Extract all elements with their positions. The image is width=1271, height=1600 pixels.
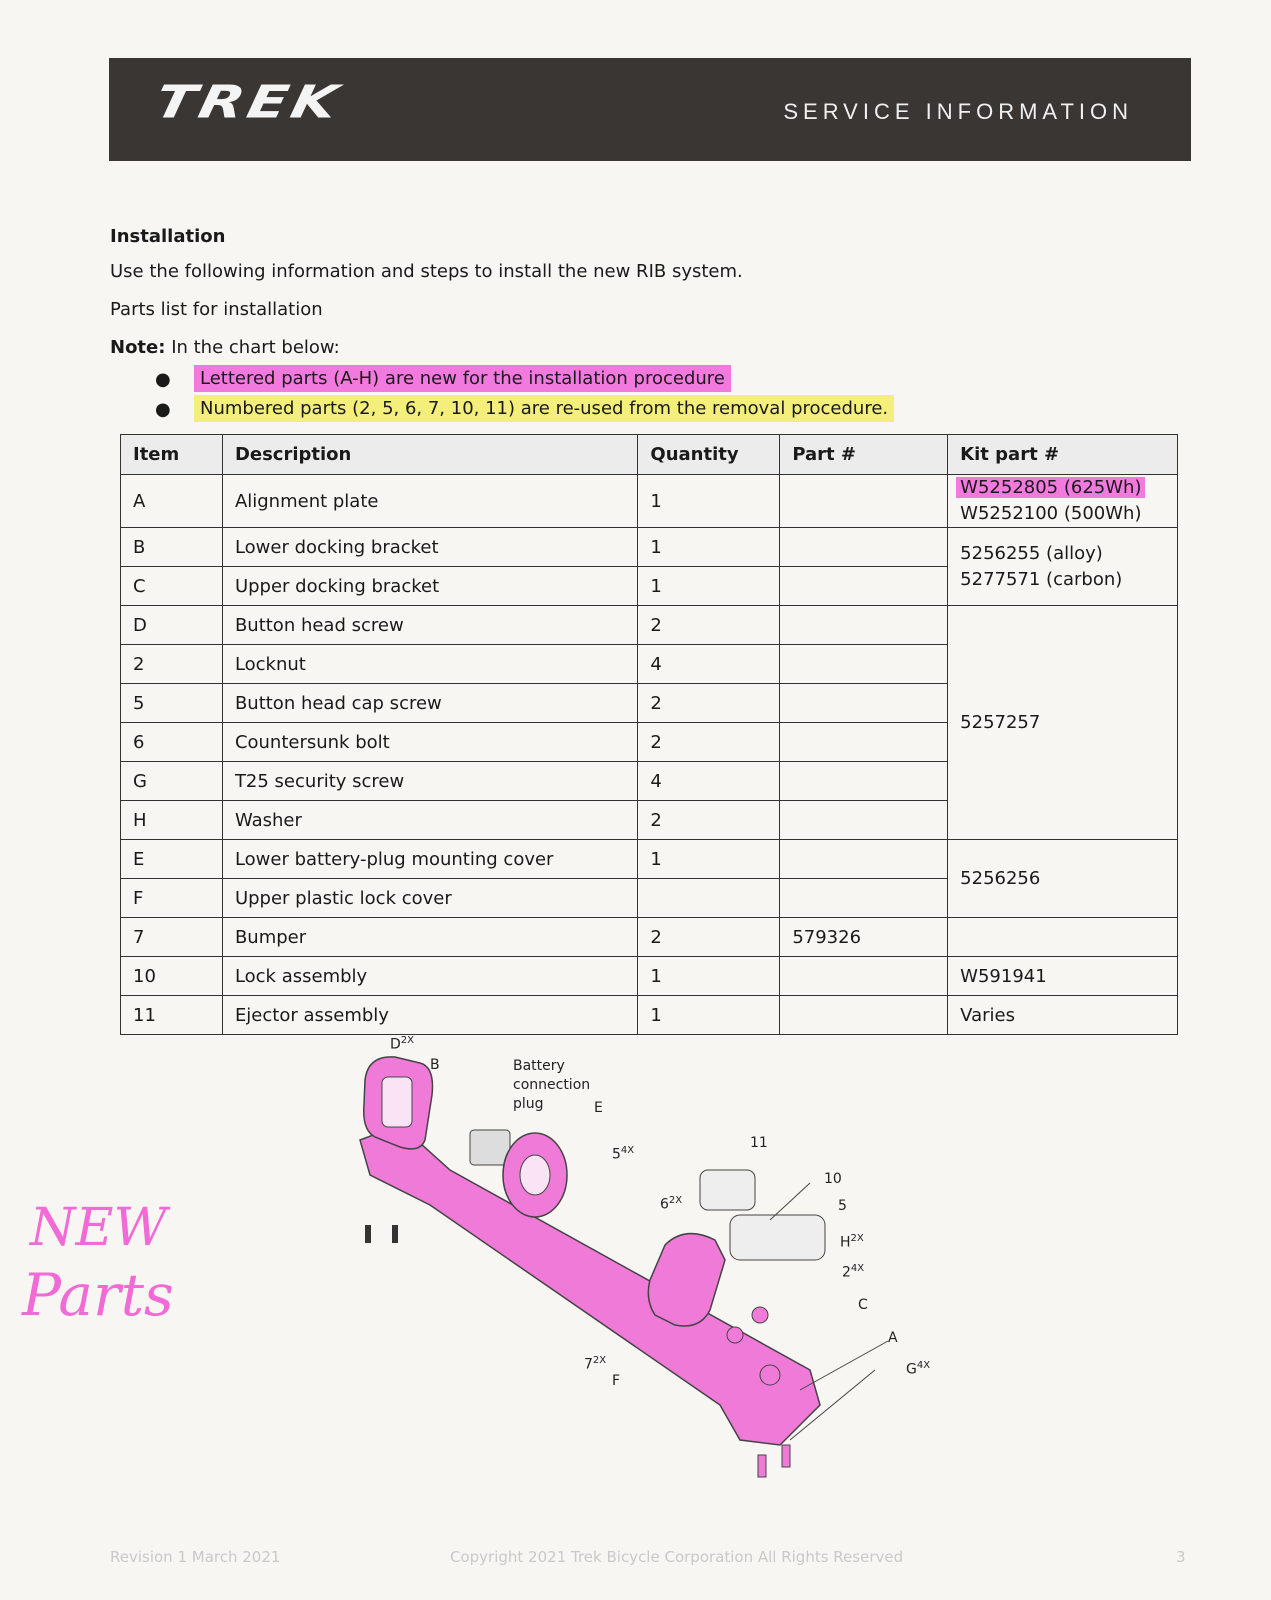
label-2 <box>842 1263 864 1281</box>
header-banner <box>109 58 1191 161</box>
label-5b: 5 <box>838 1198 847 1214</box>
item-cell: 6 <box>121 723 223 762</box>
part-cell <box>780 567 948 606</box>
table-row <box>121 528 1178 567</box>
label-11: 11 <box>750 1135 768 1151</box>
label-battery-line2: connection <box>513 1077 591 1093</box>
label-battery-plug <box>513 1057 590 1114</box>
description-cell: Lower battery-plug mounting cover <box>222 840 637 879</box>
quantity-cell: 2 <box>638 723 780 762</box>
washer-shape <box>752 1307 768 1323</box>
exploded-parts-diagram <box>340 1035 960 1525</box>
label-6 <box>660 1195 682 1213</box>
part-cell <box>780 957 948 996</box>
kit-part-cell: 5256256 <box>948 840 1178 918</box>
part-cell <box>780 996 948 1035</box>
note-line <box>110 337 340 358</box>
label-6-mult: 2X <box>668 1195 683 1206</box>
label-10: 10 <box>824 1171 842 1187</box>
installation-heading: Installation <box>110 226 226 247</box>
description-cell: Washer <box>222 801 637 840</box>
description-cell: Bumper <box>222 918 637 957</box>
part-cell <box>780 840 948 879</box>
description-cell: Button head screw <box>222 606 637 645</box>
handwritten-annotation <box>20 1190 220 1340</box>
label-g-text: G <box>906 1361 917 1378</box>
description-cell: Upper docking bracket <box>222 567 637 606</box>
label-h-mult: 2X <box>850 1233 864 1244</box>
table-row <box>121 840 1178 879</box>
label-battery-line1: Battery <box>513 1058 565 1074</box>
ejector-assembly-shape <box>700 1170 755 1210</box>
label-h <box>840 1233 864 1251</box>
screw-shape <box>392 1225 398 1243</box>
item-cell: C <box>121 567 223 606</box>
part-cell <box>780 801 948 840</box>
label-5 <box>612 1145 634 1163</box>
footer-page-number: 3 <box>1176 1548 1186 1566</box>
part-cell <box>780 723 948 762</box>
part-cell <box>780 606 948 645</box>
description-cell: Lower docking bracket <box>222 528 637 567</box>
table-header-row <box>121 435 1178 475</box>
kit-part-cell: Varies <box>948 996 1178 1035</box>
label-g-mult: 4X <box>916 1360 931 1371</box>
item-cell: A <box>121 475 223 528</box>
kit-part-cell: 5257257 <box>948 606 1178 840</box>
description-cell: Countersunk bolt <box>222 723 637 762</box>
quantity-cell: 2 <box>638 684 780 723</box>
part-cell: 579326 <box>780 918 948 957</box>
column-header: Item <box>121 435 223 475</box>
label-h-text: H <box>840 1234 851 1251</box>
description-cell: Ejector assembly <box>222 996 637 1035</box>
label-2-mult: 4X <box>850 1263 865 1274</box>
handwritten-line2: Parts <box>22 1261 174 1329</box>
item-cell: 2 <box>121 645 223 684</box>
label-c: C <box>858 1297 868 1313</box>
quantity-cell: 2 <box>638 918 780 957</box>
bullet-text-lettered: Lettered parts (A-H) are new for the installation procedure <box>194 365 731 392</box>
column-header: Kit part # <box>948 435 1178 475</box>
kit-part-cell <box>948 475 1178 528</box>
label-d-text: D <box>390 1036 401 1053</box>
label-d-mult: 2X <box>400 1035 414 1046</box>
label-g <box>906 1360 930 1378</box>
part-cell <box>780 645 948 684</box>
label-e: E <box>594 1100 603 1116</box>
label-a: A <box>888 1330 898 1346</box>
item-cell: 10 <box>121 957 223 996</box>
handwritten-new-parts-note <box>20 1190 220 1344</box>
battery-plug-shape <box>470 1130 510 1165</box>
quantity-cell: 2 <box>638 801 780 840</box>
label-7-text: 7 <box>584 1356 593 1373</box>
description-cell: Button head cap screw <box>222 684 637 723</box>
kit-part-cell: W591941 <box>948 957 1178 996</box>
part-cell <box>780 475 948 528</box>
bracket-opening-shape <box>382 1077 412 1127</box>
item-cell: F <box>121 879 223 918</box>
label-2-text: 2 <box>842 1264 851 1281</box>
trek-logo: TREK <box>150 75 347 129</box>
quantity-cell: 1 <box>638 528 780 567</box>
service-information-label: SERVICE INFORMATION <box>783 99 1133 124</box>
description-cell: T25 security screw <box>222 762 637 801</box>
quantity-cell: 1 <box>638 567 780 606</box>
bullet-dot: ● <box>155 369 171 390</box>
description-cell: Upper plastic lock cover <box>222 879 637 918</box>
quantity-cell: 1 <box>638 996 780 1035</box>
label-5-text: 5 <box>612 1146 621 1163</box>
footer-revision: Revision 1 March 2021 <box>110 1548 281 1566</box>
quantity-cell: 4 <box>638 762 780 801</box>
kit-part-cell <box>948 918 1178 957</box>
part-cell <box>780 762 948 801</box>
quantity-cell: 1 <box>638 957 780 996</box>
label-7-mult: 2X <box>592 1355 607 1366</box>
description-cell: Lock assembly <box>222 957 637 996</box>
column-header: Quantity <box>638 435 780 475</box>
table-row <box>121 957 1178 996</box>
leader-line <box>770 1183 810 1220</box>
quantity-cell <box>638 879 780 918</box>
kit-part-625wh: W5252805 (625Wh) <box>956 477 1145 498</box>
washer-shape <box>727 1327 743 1343</box>
label-f: F <box>612 1373 621 1389</box>
description-cell: Alignment plate <box>222 475 637 528</box>
diagram-drawing <box>340 1045 960 1525</box>
kit-part-cell <box>948 528 1178 606</box>
label-6-text: 6 <box>660 1196 669 1213</box>
description-cell: Locknut <box>222 645 637 684</box>
part-cell <box>780 879 948 918</box>
part-cell <box>780 684 948 723</box>
quantity-cell: 1 <box>638 475 780 528</box>
note-text: In the chart below: <box>171 337 340 358</box>
leader-line <box>800 1341 888 1390</box>
quantity-cell: 4 <box>638 645 780 684</box>
item-cell: D <box>121 606 223 645</box>
kit-part-500wh: W5252100 (500Wh) <box>960 503 1142 524</box>
upper-docking-bracket-shape <box>648 1234 725 1326</box>
lock-assembly-shape <box>730 1215 825 1260</box>
kit-part-carbon: 5277571 (carbon) <box>960 568 1123 590</box>
label-b: B <box>430 1057 440 1073</box>
bullet-text-numbered: Numbered parts (2, 5, 6, 7, 10, 11) are re-used from the removal procedure. <box>194 395 894 422</box>
column-header: Part # <box>780 435 948 475</box>
item-cell: 7 <box>121 918 223 957</box>
label-7 <box>584 1355 606 1373</box>
item-cell: 5 <box>121 684 223 723</box>
parts-list-label: Parts list for installation <box>110 299 323 320</box>
parts-table <box>120 434 1178 1035</box>
item-cell: B <box>121 528 223 567</box>
handwritten-line1: NEW <box>30 1198 167 1258</box>
item-cell: 11 <box>121 996 223 1035</box>
item-cell: H <box>121 801 223 840</box>
part-cell <box>780 528 948 567</box>
mounting-cover-opening-shape <box>520 1155 550 1195</box>
item-cell: G <box>121 762 223 801</box>
security-screw-shape <box>782 1445 790 1467</box>
table-row <box>121 606 1178 645</box>
table-row <box>121 996 1178 1035</box>
column-header: Description <box>222 435 637 475</box>
label-5-mult: 4X <box>620 1145 635 1156</box>
screw-shape <box>365 1225 371 1243</box>
table-row <box>121 918 1178 957</box>
quantity-cell: 2 <box>638 606 780 645</box>
item-cell: E <box>121 840 223 879</box>
footer-copyright: Copyright 2021 Trek Bicycle Corporation All Rights Reserved <box>450 1548 904 1566</box>
label-d <box>390 1035 414 1053</box>
label-battery-line3: plug <box>513 1096 544 1112</box>
note-bold: Note: <box>110 337 166 358</box>
security-screw-shape <box>758 1455 766 1477</box>
bullet-dot: ● <box>155 399 171 420</box>
quantity-cell: 1 <box>638 840 780 879</box>
kit-part-alloy: 5256255 (alloy) <box>960 542 1103 564</box>
table-row <box>121 475 1178 528</box>
intro-text: Use the following information and steps to install the new RIB system. <box>110 261 743 282</box>
upper-lock-cover-shape <box>760 1365 780 1385</box>
